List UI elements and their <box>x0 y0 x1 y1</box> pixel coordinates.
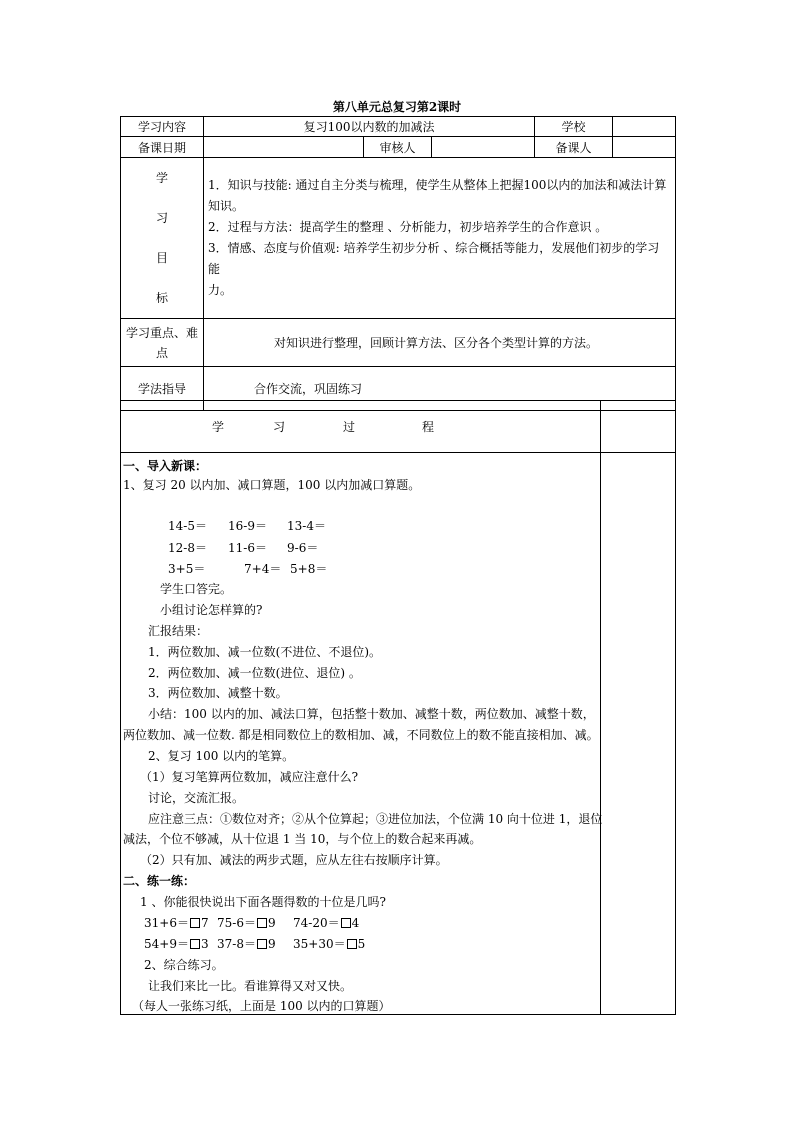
school-value <box>613 117 676 137</box>
section2-q2: 2、综合练习。 <box>144 958 224 972</box>
date-label: 备课日期 <box>121 137 204 158</box>
practice-item: 74-20＝ 4 <box>293 916 360 930</box>
text-line: （1）复习笔算两位数加，减应注意什么? <box>140 770 359 784</box>
text-line: 减法，个位不够减，从十位退 1 当 10，与个位上的数合起来再减。 <box>123 832 482 846</box>
blank-box-icon <box>190 939 200 949</box>
goal-line: 知识。 <box>208 199 245 213</box>
teacher-value <box>613 137 676 158</box>
text-line: 学生口答完。 <box>160 582 233 596</box>
goal-line: 3．情感、态度与价值观: 培养学生初步分析 、综合概括等能力，发展他们初步的学习能 <box>208 241 660 276</box>
section2-q1: 1 、你能很快说出下面各题得数的十位是几吗? <box>140 895 386 909</box>
text-line: 应注意三点：①数位对齐；②从个位算起；③进位加法，个位满 10 向十位进 1，退位 <box>148 812 603 826</box>
info-table <box>120 116 676 411</box>
oral-item: 12-8＝ <box>168 541 207 555</box>
oral-item: 16-9＝ <box>228 519 267 533</box>
text-line: 汇报结果： <box>148 624 209 638</box>
section2-q2-line: （每人一张练习纸，上面是 100 以内的口算题） <box>132 999 391 1013</box>
date-value <box>204 137 364 158</box>
goals-text <box>204 158 676 319</box>
process-divider <box>600 400 601 1014</box>
oral-item: 5+8＝ <box>290 562 328 576</box>
oral-item: 11-6＝ <box>228 541 267 555</box>
blank-box-icon <box>257 918 267 928</box>
section2-q2-line: 让我们来比一比。看谁算得又对又快。 <box>148 979 353 993</box>
text-line: 2．两位数加、减一位数(进位、退位) 。 <box>148 666 361 680</box>
key-points-text: 对知识进行整理，回顾计算方法、区分各个类型计算的方法。 <box>204 319 676 367</box>
text-line: 1．两位数加、减一位数(不进位、不退位)。 <box>148 645 381 659</box>
text-line: 3．两位数加、减整十数。 <box>148 686 288 700</box>
process-header-char: 程 <box>422 420 435 434</box>
blank-box-icon <box>257 939 267 949</box>
content-label: 学习内容 <box>121 117 204 137</box>
text-line: 讨论，交流汇报。 <box>148 791 245 805</box>
process-header-line <box>120 452 675 453</box>
practice-item: 37-8＝ 9 <box>217 937 276 951</box>
text-line: （2）只有加、减法的两步式题，应从左往右按顺序计算。 <box>140 853 448 867</box>
method-text: 合作交流，巩固练习 <box>204 367 676 411</box>
section1-intro: 1、复习 20 以内加、减口算题，100 以内加减口算题。 <box>123 478 421 492</box>
text-line: 小组讨论怎样算的? <box>160 603 263 617</box>
text-line: 2、复习 100 以内的笔算。 <box>148 749 295 763</box>
blank-box-icon <box>190 918 200 928</box>
goal-line: 2．过程与方法：提高学生的整理 、分析能力，初步培养学生的合作意识 。 <box>208 220 608 234</box>
oral-item: 14-5＝ <box>168 519 207 533</box>
process-header-char: 学 <box>212 420 225 434</box>
practice-item: 75-6＝ 9 <box>217 916 276 930</box>
process-header-char: 过 <box>343 420 356 434</box>
oral-item: 3+5＝ <box>168 562 206 576</box>
page-title: 第八单元总复习第2课时 <box>332 100 462 114</box>
practice-item: 54+9＝ 3 <box>144 937 209 951</box>
goal-line: 力。 <box>208 283 233 297</box>
section1-heading: 一、导入新课： <box>123 459 208 473</box>
oral-item: 7+4＝ <box>244 562 282 576</box>
process-header-char: 习 <box>273 420 286 434</box>
goals-label: 学 习 目 标 <box>121 158 204 319</box>
key-points-label: 学习重点、难 点 <box>121 319 204 367</box>
blank-box-icon <box>347 939 357 949</box>
reviewer-label: 审核人 <box>364 137 432 158</box>
content-value: 复习100以内数的加减法 <box>204 117 535 137</box>
practice-item: 35+30＝ 5 <box>293 937 366 951</box>
school-label: 学校 <box>535 117 613 137</box>
teacher-label: 备课人 <box>535 137 613 158</box>
oral-item: 9-6＝ <box>287 541 319 555</box>
section2-heading: 二、练一练： <box>123 874 196 888</box>
blank-box-icon <box>341 918 351 928</box>
reviewer-value <box>432 137 535 158</box>
oral-item: 13-4＝ <box>287 519 326 533</box>
text-line: 小结：100 以内的加、减法口算，包括整十数加、减整十数，两位数加、减整十数， <box>148 707 595 721</box>
method-label: 学法指导 <box>121 367 204 411</box>
goal-line: 1．知识与技能: 通过自主分类与梳理，使学生从整体上把握100以内的加法和减法计算 <box>208 178 667 192</box>
text-line: 两位数加、减一位数. 都是相同数位上的数相加、减，不同数位上的数不能直接相加、减。 <box>123 728 599 742</box>
practice-item: 31+6＝ 7 <box>144 916 209 930</box>
